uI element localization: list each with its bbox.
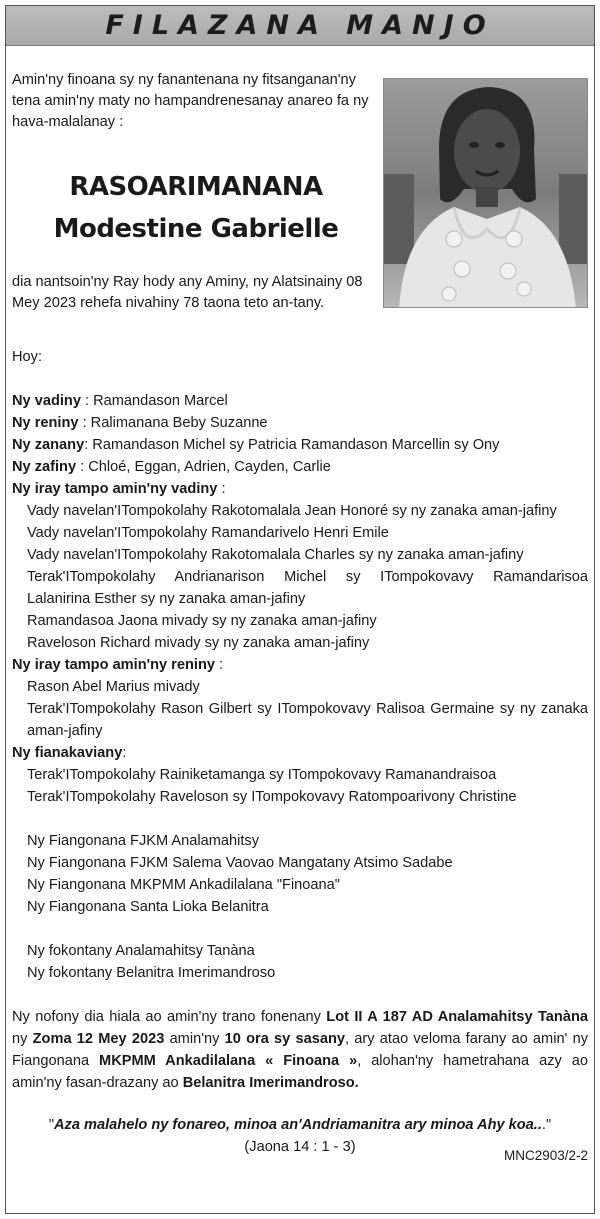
reniny-side-label: Ny iray tampo amin'ny reniny xyxy=(12,657,215,673)
list-item: Terak'ITompokolahy Raveloson sy ITompokovavy Ratompoarivony Christine xyxy=(27,789,517,805)
reniny-value: : Ralimanana Beby Suzanne xyxy=(82,415,268,431)
funeral-text: amin'ny xyxy=(164,1031,225,1047)
notice-body xyxy=(12,346,588,1158)
reference-code: MNC2903/2-2 xyxy=(503,1148,588,1163)
family-zafiny xyxy=(12,456,588,478)
vadiny-label: Ny vadiny xyxy=(12,393,81,409)
list-item: Terak'ITompokolahy Andrianarison Michel sy ITompokovavy Ramandarisoa xyxy=(27,569,588,585)
list-item: Raveloson Richard mivady sy ny zanaka aman-jafiny xyxy=(27,635,370,651)
funeral-date: Zoma 12 Mey 2023 xyxy=(32,1031,165,1047)
funeral-time: 10 ora sy sasany xyxy=(224,1031,345,1047)
notice-content xyxy=(12,70,588,1155)
church-item: Ny Fiangonana Santa Lioka Belanitra xyxy=(27,899,269,915)
fokontany-item: Ny fokontany Belanitra Imerimandroso xyxy=(27,965,276,981)
list-item: Rason Abel Marius mivady xyxy=(27,679,200,695)
intro-text: Amin'ny finoana sy ny fanantenana ny fitsanganan'ny tena amin'ny maty no hampandrenesanay anareo fa ny hava-malalanay : xyxy=(12,72,369,130)
burial-place: Belanitra Imerimandroso. xyxy=(182,1075,359,1091)
fokontany-item: Ny fokontany Analamahitsy Tanàna xyxy=(27,943,255,959)
fianakaviany-heading xyxy=(12,742,588,764)
list-item: Vady navelan'ITompokolahy Ramandarivelo Henri Emile xyxy=(27,525,389,541)
funeral-text: , alohan'ny hametrahana azy ao amin'ny fasan-drazany ao xyxy=(12,1053,588,1091)
list-item: Vady navelan'ITompokolahy Rakotomalala Jean Honoré sy ny zanaka aman-jafiny xyxy=(27,503,557,519)
portrait-photo xyxy=(383,78,588,308)
zafiny-label: Ny zafiny xyxy=(12,459,77,475)
quote-open: " xyxy=(48,1117,55,1133)
death-notice: dia nantsoin'ny Ray hody any Aminy, ny Alatsinainy 08 Mey 2023 rehefa nivahiny 78 taona teto an-tany. xyxy=(12,274,363,311)
quote-close: ." xyxy=(541,1117,552,1133)
funeral-text: ny xyxy=(12,1031,33,1047)
funeral-text: Ny nofony dia hiala ao amin'ny trano fonenany xyxy=(12,1009,327,1025)
reniny-side-colon: : xyxy=(214,657,224,673)
family-vadiny xyxy=(12,390,588,412)
reniny-label: Ny reniny xyxy=(12,415,79,431)
vadiny-value: : Ramandason Marcel xyxy=(85,393,228,409)
list-item: aman-jafiny xyxy=(27,723,103,739)
vadiny-side-colon: : xyxy=(217,481,226,497)
church-item: Ny Fiangonana FJKM Analamahitsy xyxy=(27,833,259,849)
quote-text-line xyxy=(12,1114,588,1136)
list-item: Terak'ITompokolahy Rainiketamanga sy ITompokovavy Ramanandraisoa xyxy=(27,767,497,783)
vadiny-side-label: Ny iray tampo amin'ny vadiny xyxy=(12,481,218,497)
zanany-value: : Ramandason Michel sy Patricia Ramandason Marcellin sy Ony xyxy=(84,437,500,453)
quote-reference: (Jaona 14 : 1 - 3) xyxy=(244,1139,356,1155)
funeral-address: Lot II A 187 AD Analamahitsy Tanàna xyxy=(326,1009,588,1025)
funeral-church: MKPMM Ankadilalana « Finoana » xyxy=(99,1053,358,1069)
zanany-label: Ny zanany xyxy=(12,437,85,453)
funeral-details xyxy=(12,1006,588,1094)
list-item: Terak'ITompokolahy Rason Gilbert sy ITompokovavy Ralisoa Germaine sy ny zanaka xyxy=(27,701,588,717)
header-banner xyxy=(6,6,594,46)
family-zanany xyxy=(12,434,588,456)
zafiny-value: : Chloé, Eggan, Adrien, Cayden, Carlie xyxy=(80,459,331,475)
funeral-text: , ary atao veloma farany ao amin' ny Fiangonana xyxy=(12,1031,588,1069)
notice-title: FILAZANA MANJO xyxy=(105,10,495,41)
fianakaviany-label: Ny fianakaviany xyxy=(12,745,123,761)
fianakaviany-colon: : xyxy=(122,745,127,761)
list-item: Vady navelan'ITompokolahy Rakotomalala Charles sy ny zanaka aman-jafiny xyxy=(27,547,524,563)
vadiny-side-heading xyxy=(12,478,588,500)
church-item: Ny Fiangonana MKPMM Ankadilalana "Finoana" xyxy=(27,877,340,893)
church-item: Ny Fiangonana FJKM Salema Vaovao Mangatany Atsimo Sadabe xyxy=(27,855,453,871)
quote-text: Aza malahelo ny fonareo, minoa an'Andriamanitra ary minoa Ahy koa.. xyxy=(54,1117,542,1133)
scripture-quote xyxy=(12,1114,588,1158)
deceased-given-names: Modestine Gabrielle xyxy=(53,214,339,244)
list-item: Lalanirina Esther sy ny zanaka aman-jafiny xyxy=(27,591,306,607)
list-item: Ramandasoa Jaona mivady sy ny zanaka aman-jafiny xyxy=(27,613,377,629)
hoy-label: Hoy: xyxy=(12,349,43,365)
portrait-photo-icon xyxy=(384,79,588,308)
deceased-surname: RASOARIMANANA xyxy=(69,172,323,202)
family-reniny xyxy=(12,412,588,434)
reniny-side-heading xyxy=(12,654,588,676)
